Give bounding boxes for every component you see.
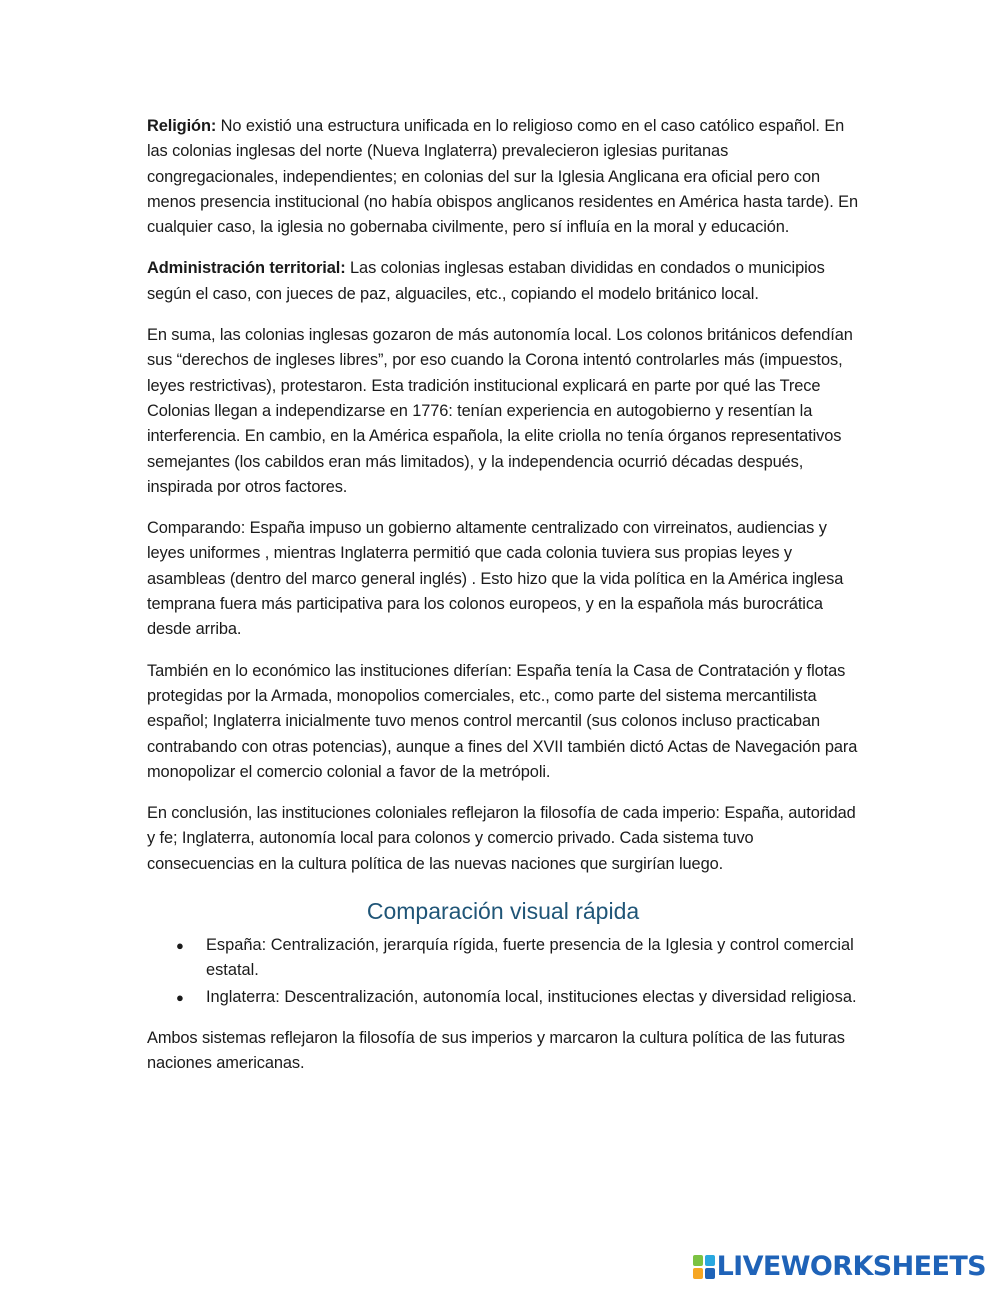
list-item-text: España: Centralización, jerarquía rígida, fuerte presencia de la Iglesia y control comercial estatal.	[206, 936, 854, 980]
logo-tile-orange	[693, 1268, 703, 1279]
logo-tile-blue	[705, 1255, 715, 1266]
logo-tile-navy	[705, 1268, 715, 1279]
logo-tile-green	[693, 1255, 703, 1266]
list-item	[176, 933, 859, 984]
paragraph-conclusion: En conclusión, las instituciones coloniales reflejaron la filosofía de cada imperio: España, autoridad y fe; Inglaterra, autonomía local para colonos y comercio privado. Cada sistema tuvo consecuencias en la cultura política de las nuevas naciones que surgirían luego.	[147, 804, 856, 873]
logo-grid-icon	[693, 1255, 715, 1279]
administracion-label: Administración territorial:	[147, 259, 346, 278]
logo-wordmark: LIVEWORKSHEETS	[716, 1251, 986, 1282]
religion-text: No existió una estructura unificada en lo religioso como en el caso católico español. En las colonias inglesas del norte (Nueva Inglaterra) prevalecieron iglesias puritanas congregacionales, independientes; en colonias del sur la Iglesia Anglicana era oficial pero con menos presencia institucional (no había obispos anglicanos residentes en América hasta tarde). En cualquier caso, la iglesia no gobernaba civilmente, pero sí influía en la moral y educación.	[147, 117, 859, 237]
paragraph-closing: Ambos sistemas reflejaron la filosofía de sus imperios y marcaron la cultura política de las futuras naciones americanas.	[147, 1028, 845, 1073]
administracion-text: Las colonias inglesas estaban divididas en condados o municipios según el caso, con jueces de paz, alguaciles, etc., copiando el modelo británico local.	[147, 259, 825, 303]
religion-label: Religión:	[147, 117, 217, 135]
section-heading: Comparación visual rápida	[366, 898, 640, 925]
paragraph-comparando: Comparando: España impuso un gobierno altamente centralizado con virreinatos, audiencias y leyes uniformes , mientras Inglaterra permitió que cada colonia tuviera sus propias leyes y asambleas (dentro del marco general inglés) . Esto hizo que la vida política en la América inglesa temprana fuera más participativa para los colonos europeos, y en la española más burocrática desde arriba.	[147, 519, 844, 639]
paragraph-en-suma: En suma, las colonias inglesas gozaron de más autonomía local. Los colonos británicos defendían sus “derechos de ingleses libres”, por eso cuando la Corona intentó controlarles más (impuestos, leyes restrictivas), protestaron. Esta tradición institucional explicará en parte por qué las Trece Colonias llegan a independizarse en 1776: tenían experiencia en autogobierno y resentían la interferencia. En cambio, en la América española, la elite criolla no tenía órganos representativos semejantes (los cabildos eran más limitados), y la independencia ocurrió décadas después, inspirada por otros factores.	[147, 326, 853, 496]
liveworksheets-logo	[693, 1253, 986, 1280]
list-item	[176, 985, 859, 1010]
bullet-icon: ●	[176, 989, 184, 1005]
list-item-text: Inglaterra: Descentralización, autonomía local, instituciones electas y diversidad religiosa.	[206, 987, 857, 1006]
comparison-list	[147, 933, 859, 1010]
bullet-icon: ●	[176, 938, 184, 954]
paragraph-economico: También en lo económico las instituciones diferían: España tenía la Casa de Contratación y flotas protegidas por la Armada, monopolios comerciales, etc., como parte del sistema mercantilista español; Inglaterra inicialmente tuvo menos control mercantil (sus colonos incluso practicaban contrabando con otras potencias), aunque a fines del XVII también dictó Actas de Navegación para monopolizar el comercio colonial a favor de la metrópoli.	[147, 661, 858, 781]
document-body	[147, 114, 859, 1093]
paragraph-administracion	[147, 256, 859, 307]
paragraph-religion	[147, 114, 859, 240]
